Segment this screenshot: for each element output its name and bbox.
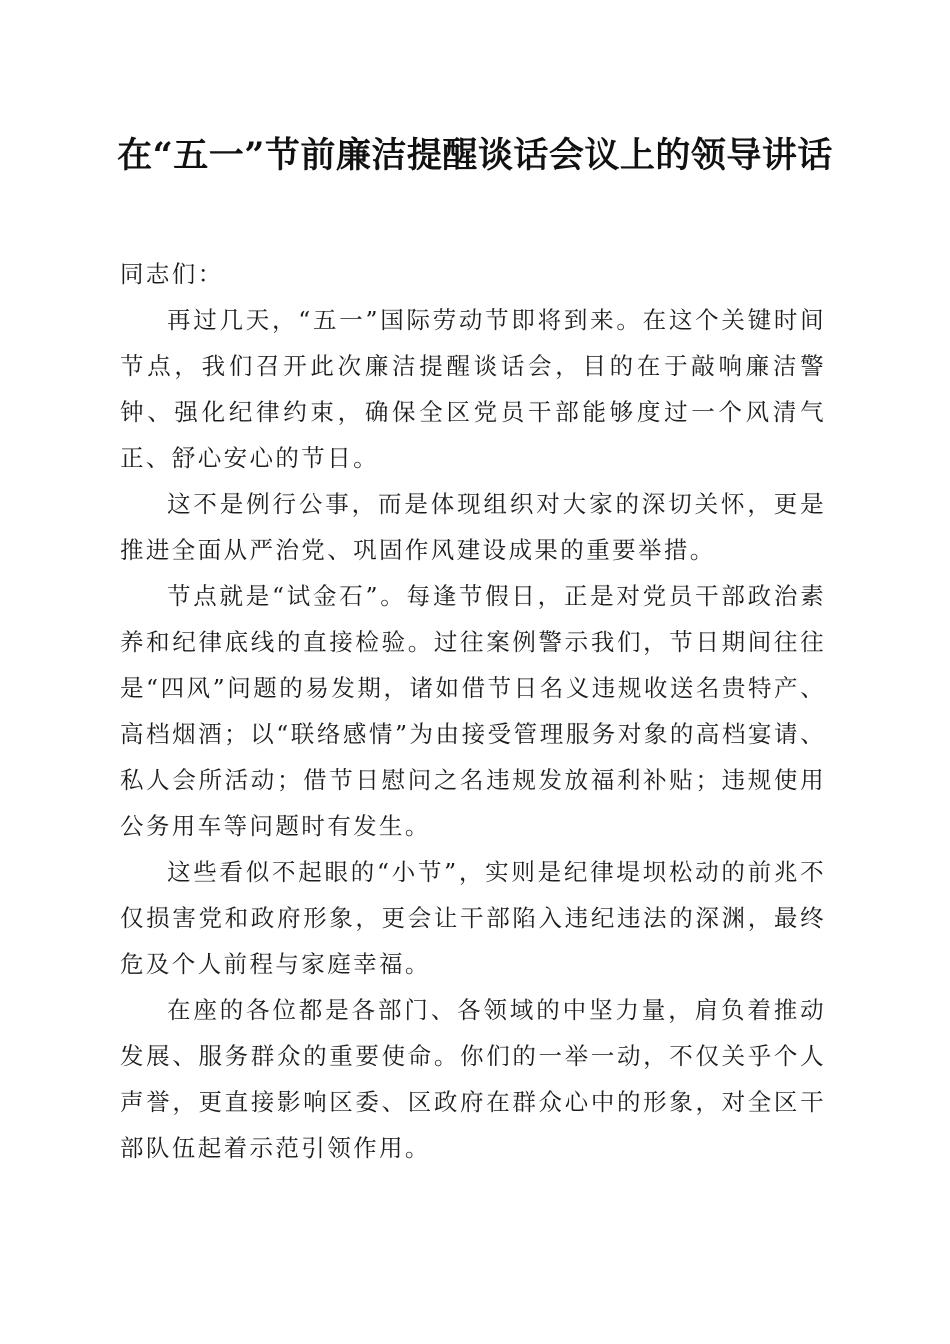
document-title: 在“五一”节前廉洁提醒谈话会议上的领导讲话 bbox=[117, 135, 833, 176]
paragraph: 再过几天，“五一”国际劳动节即将到来。在这个关键时间节点，我们召开此次廉洁提醒谈话会，目的在于敲响廉洁警钟、强化纪律约束，确保全区党员干部能够度过一个风清气正、舒心安心的节日。 bbox=[120, 306, 826, 472]
salutation: 同志们： bbox=[120, 260, 224, 288]
paragraph: 节点就是“试金石”。每逢节假日，正是对党员干部政治素养和纪律底线的直接检验。过往案例警示我们，节日期间往往是“四风”问题的易发期，诸如借节日名义违规收送名贵特产、高档烟酒；以“联络感情”为由接受管理服务对象的高档宴请、私人会所活动；借节日慰问之名违规发放福利补贴；违规使用公务用车等问题时有发生。 bbox=[120, 582, 826, 840]
paragraph: 这些看似不起眼的“小节”，实则是纪律堤坝松动的前兆不仅损害党和政府形象，更会让干部陷入违纪违法的深渊，最终危及个人前程与家庭幸福。 bbox=[120, 858, 826, 978]
document-body bbox=[120, 251, 826, 1171]
paragraph: 这不是例行公事，而是体现组织对大家的深切关怀，更是推进全面从严治党、巩固作风建设成果的重要举措。 bbox=[120, 490, 826, 564]
paragraph: 在座的各位都是各部门、各领域的中坚力量，肩负着推动发展、服务群众的重要使命。你们的一举一动，不仅关乎个人声誉，更直接影响区委、区政府在群众心中的形象，对全区干部队伍起着示范引领作用。 bbox=[120, 996, 826, 1162]
